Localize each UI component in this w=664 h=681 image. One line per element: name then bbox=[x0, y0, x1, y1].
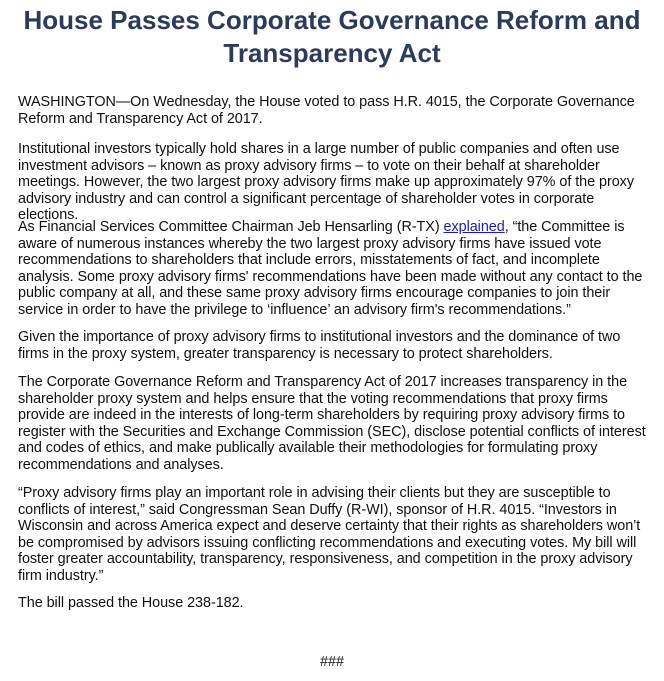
paragraph-intro: WASHINGTON—On Wednesday, the House voted to pass H.R. 4015, the Corporate Governance Reform and Transparency Act of 2017. bbox=[18, 94, 635, 127]
paragraph-vote-result: The bill passed the House 238-182. bbox=[18, 595, 244, 611]
paragraph-institutional-investors: Institutional investors typically hold shares in a large number of public companies and often use investment advisors – known as proxy advisory firms – to vote on their behalf at shareholder meetings. However, the two largest proxy advisory firms make up approximately 97% of the proxy advisory industry and can control a significant percentage of shareholder votes in corporate elections. bbox=[18, 141, 634, 224]
paragraph-hensarling-lead: As Financial Services Committee Chairman Jeb Hensarling (R-TX) bbox=[18, 219, 444, 235]
paragraph-duffy-quote: “Proxy advisory firms play an important role in advising their clients but they are susceptible to conflicts of interest,” said Congressman Sean Duffy (R-WI), sponsor of H.R. 4015. “Investors in Wisconsin and across America expect and deserve certainty that their rights as shareholders won’t be compromised by advisors issuing conflicting recommendations and executing votes. My bill will foster greater accountability, transparency, responsiveness, and competition in the proxy advisory firm industry.” bbox=[18, 485, 641, 584]
paragraph-hensarling-rest: , “the Committee is aware of numerous instances whereby the two largest proxy advisory firms have issued vote recommendations to shareholders that include errors, misstatements of fact, and incomplete analysis. Some proxy advisory firms' recommendations have been made without any contact to the public company at all, and these same proxy advisory firms encourage companies to join their service in order to have the privilege to ‘influence’ an advisory firm's recommendations.” bbox=[18, 219, 643, 318]
end-mark: ### bbox=[319, 654, 344, 670]
explained-link[interactable]: explained bbox=[443, 219, 505, 235]
article-title: House Passes Corporate Governance Reform and Transparency Act bbox=[23, 5, 641, 68]
paragraph-hensarling-quote bbox=[18, 219, 650, 319]
paragraph-transparency-need: Given the importance of proxy advisory firms to institutional investors and the dominance of two firms in the proxy system, greater transparency is necessary to protect shareholders. bbox=[18, 329, 621, 362]
paragraph-act-details: The Corporate Governance Reform and Transparency Act of 2017 increases transparency in the shareholder proxy system and helps ensure that the voting recommendations that proxy firms provide are indeed in the interests of long-term shareholders by requiring proxy advisory firms to register with the Securities and Exchange Commission (SEC), disclose potential conflicts of interest and codes of ethics, and make publically available their methodologies for formulating proxy recommendations and analyses. bbox=[18, 374, 646, 473]
